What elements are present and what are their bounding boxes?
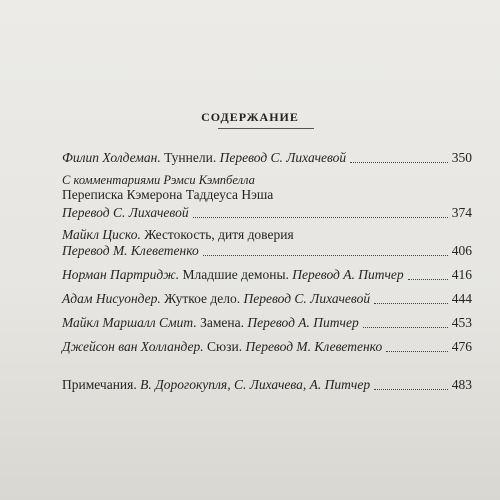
title: Жуткое дело. <box>160 291 244 306</box>
toc-entry-nash <box>62 204 472 222</box>
translator: Перевод С. Лихачевой <box>219 150 347 165</box>
toc-entry-niswander <box>62 290 472 308</box>
page-number: 453 <box>451 315 472 330</box>
page-number: 374 <box>451 205 472 220</box>
toc-entry-notes <box>62 376 472 394</box>
title: Туннели. <box>160 150 220 165</box>
page-number: 483 <box>451 377 472 392</box>
author: Джейсон ван Холландер. <box>62 339 204 354</box>
page-number: 406 <box>451 243 472 258</box>
toc-title-line <box>62 186 472 204</box>
author: Норман Партридж. <box>62 267 180 282</box>
translator: В. Дорогокупля, С. Лихачева, А. Питчер <box>140 377 371 392</box>
author: Майкл Маршалл Смит. <box>62 315 197 330</box>
page-number: 350 <box>451 150 472 165</box>
toc-entry-partridge <box>62 266 472 284</box>
title: Сюзи. <box>203 339 246 354</box>
heading-rule <box>218 128 314 129</box>
author: Майкл Циско. <box>62 227 141 242</box>
author: Филип Холдеман. <box>62 150 161 165</box>
title: Младшие демоны. <box>179 267 293 282</box>
toc-entry-hollander <box>62 338 472 356</box>
toc-entry-holdeman <box>62 149 472 167</box>
toc-entry-cisco <box>62 242 472 260</box>
page-number: 444 <box>451 291 472 306</box>
contents-heading: СОДЕРЖАНИЕ <box>201 110 299 124</box>
toc-entry-smith <box>62 314 472 332</box>
translator: Перевод А. Питчер <box>292 267 404 282</box>
commentary: С комментариями Рэмси Кэмпбелла <box>62 173 255 187</box>
title: Замена. <box>196 315 248 330</box>
author: Адам Нисуондер. <box>62 291 161 306</box>
translator: Перевод С. Лихачевой <box>243 291 371 306</box>
page-number: 416 <box>451 267 472 282</box>
translator: Перевод М. Клеветенко <box>62 243 199 258</box>
page-number: 476 <box>451 339 472 354</box>
title: Жестокость, дитя доверия <box>140 227 294 242</box>
translator: Перевод М. Клеветенко <box>245 339 383 354</box>
title: Переписка Кэмерона Таддеуса Нэша <box>62 187 274 202</box>
translator: Перевод С. Лихачевой <box>62 205 189 220</box>
translator: Перевод А. Питчер <box>247 315 359 330</box>
title: Примечания. <box>62 377 141 392</box>
